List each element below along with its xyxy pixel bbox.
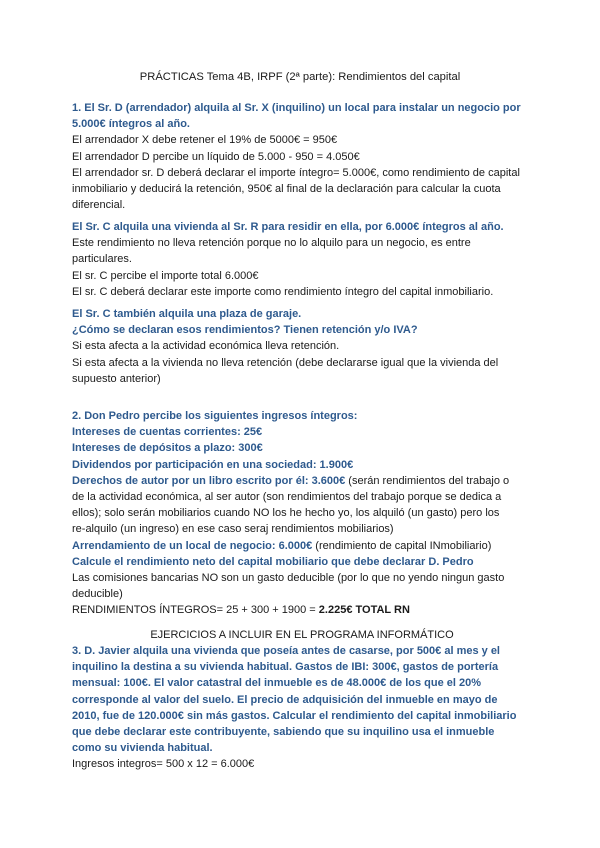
income-item-note: (rendimiento de capital INmobiliario)	[312, 539, 492, 552]
exercise-3-heading: mensual: 100€. El valor catastral del inmueble es de 48.000€ de los que el 20%	[72, 677, 482, 690]
text-line: diferencial.	[72, 199, 126, 212]
text-line: re-alquilo (un ingreso) en ese caso seraj rendimientos mobiliarios)	[72, 523, 394, 536]
income-item	[72, 473, 532, 489]
exercise-1b	[72, 219, 532, 300]
exercise-1c	[72, 306, 532, 387]
text-line: inmobiliario y deducirá la retención, 950€ al final de la declaración para calcular la cuota	[72, 183, 501, 196]
text-line: Las comisiones bancarias NO son un gasto deducible (por lo que no yendo ningun gasto	[72, 572, 505, 585]
income-item: Dividendos por participación en una sociedad: 1.900€	[72, 458, 354, 471]
text-line: El sr. C percibe el importe total 6.000€	[72, 269, 259, 282]
text-line: Si esta afecta a la vivienda no lleva retención (debe declararse igual que la vivienda del	[72, 356, 499, 369]
text-line: particulares.	[72, 253, 132, 266]
text-line: Ingresos integros= 500 x 12 = 6.000€	[72, 758, 255, 771]
income-item: Intereses de depósitos a plazo: 300€	[72, 442, 263, 455]
total-value: 2.225€ TOTAL RN	[318, 604, 410, 617]
text-line: El arrendador D percibe un líquido de 5.000 - 950 = 4.050€	[72, 150, 360, 163]
total-line	[72, 602, 532, 618]
text-line: de la actividad económica, al ser autor (son rendimientos del trabajo porque se dedica a	[72, 491, 502, 504]
exercise-1-heading: 1. El Sr. D (arrendador) alquila al Sr. X (inquilino) un local para instalar un negocio por	[72, 102, 521, 114]
text-line: El arrendador X debe retener el 19% de 5000€ = 950€	[72, 134, 338, 147]
page-title: PRÁCTICAS Tema 4B, IRPF (2ª parte): Rendimientos del capital	[139, 71, 461, 83]
income-item-label: Derechos de autor por un libro escrito por él: 3.600€	[72, 474, 346, 487]
text-line: El arrendador sr. D deberá declarar el importe íntegro= 5.000€, como rendimiento de capital	[72, 166, 520, 179]
text-line: Si esta afecta a la actividad económica lleva retención.	[72, 340, 340, 353]
income-item-label: Arrendamiento de un local de negocio: 6.000€	[72, 539, 313, 552]
total-label: RENDIMIENTOS ÍNTEGROS= 25 + 300 + 1900 =	[72, 604, 319, 617]
income-item-note: (serán rendimientos del trabajo o	[345, 474, 510, 487]
exercise-3-heading: corresponde al valor del suelo. El precio de adquisición del inmueble en mayo de	[72, 693, 498, 706]
exercise-3-heading: que debe declarar este contribuyente, sabiendo que su inquilino usa el inmueble	[72, 726, 495, 739]
text-line: ellos); solo serán mobiliarios cuando NO los he hecho yo, los alquiló (un gasto) pero los	[72, 507, 500, 520]
exercise-3-heading: inquilino la destina a su vivienda habitual. Gastos de IBI: 300€, gastos de portería	[72, 661, 499, 674]
exercise-2	[72, 408, 532, 619]
income-item	[72, 538, 532, 554]
text-line: El sr. C deberá declarar este importe como rendimiento íntegro del capital inmobiliario.	[72, 285, 494, 298]
exercise-1b-heading: El Sr. C alquila una vivienda al Sr. R para residir en ella, por 6.000€ íntegros al año.	[72, 221, 504, 233]
text-line: supuesto anterior)	[72, 372, 161, 385]
exercise-3	[72, 643, 532, 773]
exercise-1	[72, 100, 532, 213]
exercise-3-heading: como su vivienda habitual.	[72, 742, 213, 755]
exercise-2-question: Calcule el rendimiento neto del capital mobiliario que debe declarar D. Pedro	[72, 555, 474, 568]
section-heading-block	[72, 627, 532, 643]
exercise-3-heading: 2010, fue de 120.000€ sin más gastos. Calcular el rendimiento del capital inmobiliario	[72, 709, 517, 722]
exercise-1c-heading: El Sr. C también alquila una plaza de garaje.	[72, 308, 302, 320]
income-item: Intereses de cuentas corrientes: 25€	[72, 426, 263, 439]
exercise-3-heading: 3. D. Javier alquila una vivienda que poseía antes de casarse, por 500€ al mes y el	[72, 645, 500, 657]
section-heading: EJERCICIOS A INCLUIR EN EL PROGRAMA INFORMÁTICO	[150, 629, 454, 641]
exercise-1-heading-cont: 5.000€ íntegros al año.	[72, 118, 190, 131]
text-line: Este rendimiento no lleva retención porque no lo alquilo para un negocio, es entre	[72, 237, 471, 250]
exercise-2-heading: 2. Don Pedro percibe los siguientes ingresos íntegros:	[72, 410, 358, 422]
text-line: deducible)	[72, 588, 123, 601]
exercise-1c-question: ¿Cómo se declaran esos rendimientos? Tienen retención y/o IVA?	[72, 324, 418, 337]
